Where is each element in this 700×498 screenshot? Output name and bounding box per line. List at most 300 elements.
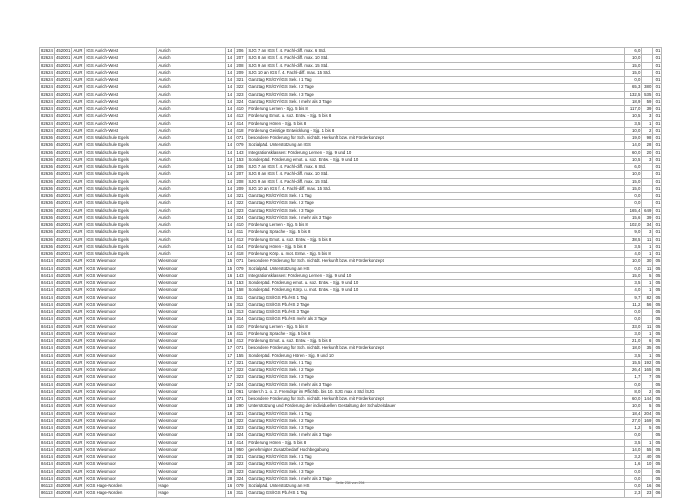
cell-school: IGS Waldschule Egels	[85, 236, 157, 243]
cell-value: 60,0	[625, 396, 642, 403]
cell-period: 05	[653, 417, 662, 424]
cell-id: 84414	[41, 374, 53, 380]
cell-school: KGS Wiesmoor	[85, 403, 157, 410]
cell-code2: 079	[235, 265, 247, 272]
table-row	[40, 338, 662, 345]
cell-period: 01	[653, 185, 662, 192]
cell-place: Aurich	[157, 62, 226, 69]
cell-value: 33,0	[625, 323, 642, 330]
cell-code2: 412	[235, 113, 247, 120]
cell-value: 10,0	[625, 55, 642, 62]
table-row	[40, 272, 662, 279]
cell-num: 18	[226, 439, 235, 446]
cell-period: 05	[653, 359, 662, 366]
cell-school: IGS Aurich-West	[85, 62, 157, 69]
cell-school: KGS Wiesmoor	[85, 323, 157, 330]
cell-description: besondere Förderung für Sch. nichtdt. Herkunft bzw. mit Förderkonzept	[247, 258, 625, 265]
cell-code: 452025	[56, 345, 71, 351]
cell-region: AUR	[72, 55, 85, 62]
cell-count: 5	[642, 403, 653, 410]
cell-num: 14	[226, 243, 235, 250]
cell-num: 16	[226, 294, 235, 301]
cell-code: 452025	[56, 352, 71, 358]
cell-place: Aurich	[157, 55, 226, 62]
cell-region: AUR	[72, 258, 85, 265]
cell-code: 452025	[56, 287, 71, 293]
cell-id: 82636	[41, 149, 53, 155]
cell-code: 452025	[56, 316, 71, 322]
cell-code2: 290	[235, 403, 247, 410]
cell-id: 84414	[41, 323, 53, 329]
cell-description: Ganztag RS/GY/IGS Sek. I 3 Tage	[247, 207, 625, 214]
cell-code: 452008	[56, 483, 71, 489]
table-row	[40, 294, 662, 301]
cell-code2: 208	[235, 62, 247, 69]
cell-code2: 153	[235, 280, 247, 287]
cell-place: Aurich	[157, 77, 226, 84]
cell-period: 05	[653, 432, 662, 439]
cell-code: 452025	[56, 446, 71, 452]
cell-school: IGS Waldschule Egels	[85, 171, 157, 178]
cell-period: 01	[653, 243, 662, 250]
cell-count	[642, 185, 653, 192]
cell-period: 05	[653, 294, 662, 301]
cell-code2: 321	[235, 359, 247, 366]
cell-value: 18,9	[625, 98, 642, 105]
cell-id: 82624	[41, 84, 53, 90]
cell-region: AUR	[72, 439, 85, 446]
cell-code: 452001	[56, 48, 71, 54]
cell-code: 452025	[56, 439, 71, 445]
table-row	[40, 410, 662, 417]
cell-description: Förderung Lernen - Sjg. 5 bis 8	[247, 222, 625, 229]
cell-value: 15,0	[625, 185, 642, 192]
cell-place: Wiesmoor	[157, 381, 226, 388]
cell-period: 01	[653, 84, 662, 91]
cell-code2: 323	[235, 374, 247, 381]
cell-description: Ganztag RS/GY/IGS Sek. I 3 Tage	[247, 374, 625, 381]
cell-period: 05	[653, 352, 662, 359]
cell-id: 84414	[41, 403, 53, 409]
cell-description: Ganztag GS/IGS Pb./HS 3 Tage	[247, 309, 625, 316]
cell-code2: 071	[235, 258, 247, 265]
cell-code2: 950	[235, 446, 247, 453]
cell-num: 17	[226, 367, 235, 374]
cell-num: 14	[226, 84, 235, 91]
cell-id: 84414	[41, 432, 53, 438]
cell-region: AUR	[72, 106, 85, 113]
cell-code: 452001	[56, 171, 71, 177]
cell-school: IGS Aurich-West	[85, 127, 157, 134]
cell-school: KGS Wiesmoor	[85, 258, 157, 265]
cell-school: IGS Aurich-West	[85, 55, 157, 62]
cell-school: KGS Wiesmoor	[85, 454, 157, 461]
cell-place: Aurich	[157, 48, 226, 55]
cell-id: 84414	[41, 280, 53, 286]
cell-description: SJG 9 an IGS f. 4. Fachl-diff. max. 15 Std.	[247, 178, 625, 185]
cell-id: 82624	[41, 48, 53, 54]
cell-count: 1	[642, 330, 653, 337]
table-row	[40, 171, 662, 178]
cell-description: Ganztag RS/GY/IGS Sek. I 2 Tage	[247, 417, 625, 424]
cell-period: 01	[653, 127, 662, 134]
cell-code: 452025	[56, 272, 71, 278]
cell-num: 16	[226, 272, 235, 279]
cell-place: Aurich	[157, 236, 226, 243]
cell-description: Ganztag RS/GY/IGS Sek. I 1 Tag	[247, 410, 625, 417]
cell-description: besondere Förderung für Sch. nichtdt. Herkunft bzw. mit Förderkonzept	[247, 135, 625, 142]
cell-school: KGS Wiesmoor	[85, 352, 157, 359]
cell-num: 17	[226, 381, 235, 388]
cell-description: Ganztag GS/IGS Pb./HS 1 Tag	[247, 490, 625, 497]
cell-period: 05	[653, 410, 662, 417]
cell-value: 0,0	[625, 468, 642, 475]
cell-period: 01	[653, 98, 662, 105]
cell-count	[642, 178, 653, 185]
cell-id: 82636	[41, 178, 53, 184]
table-row	[40, 323, 662, 330]
cell-place: Wiesmoor	[157, 352, 226, 359]
table-row	[40, 62, 662, 69]
cell-code2: 410	[235, 323, 247, 330]
cell-count: 535	[642, 91, 653, 98]
cell-code2: 079	[235, 483, 247, 490]
cell-id: 82624	[41, 91, 53, 97]
cell-description: Integrationsklassen: Förderung Lernen - Sjg. 9 und 10	[247, 149, 625, 156]
table-row	[40, 454, 662, 461]
cell-region: AUR	[72, 396, 85, 403]
cell-id: 84414	[41, 417, 53, 423]
table-row	[40, 309, 662, 316]
cell-school: IGS Aurich-West	[85, 91, 157, 98]
cell-description: Sonderpäd. Förderung Hören - Sjg. 9 und 10	[247, 352, 625, 359]
cell-place: Aurich	[157, 113, 226, 120]
table-row	[40, 164, 662, 171]
cell-place: Wiesmoor	[157, 446, 226, 453]
cell-place: Aurich	[157, 229, 226, 236]
cell-description: Ganztag RS/GY/IGS Sek. I mehr als 3 Tage	[247, 98, 625, 105]
cell-value: 3,2	[625, 454, 642, 461]
table-row	[40, 359, 662, 366]
cell-region: AUR	[72, 287, 85, 294]
cell-num: 14	[226, 135, 235, 142]
cell-num: 14	[226, 178, 235, 185]
cell-value: 3,5	[625, 243, 642, 250]
table-row	[40, 185, 662, 192]
cell-value: 1,6	[625, 461, 642, 468]
cell-school: KGS Wiesmoor	[85, 280, 157, 287]
cell-code2: 208	[235, 178, 247, 185]
cell-id: 84414	[41, 309, 53, 315]
table-row	[40, 330, 662, 337]
cell-school: IGS Waldschule Egels	[85, 207, 157, 214]
cell-school: IGS Waldschule Egels	[85, 156, 157, 163]
cell-num: 28	[226, 461, 235, 468]
cell-period: 05	[653, 374, 662, 381]
cell-num: 15	[226, 265, 235, 272]
cell-place: Wiesmoor	[157, 330, 226, 337]
cell-code: 452001	[56, 185, 71, 191]
cell-count: 3	[642, 156, 653, 163]
cell-id: 82624	[41, 120, 53, 126]
cell-description: Förderung Lernen - Sjg. 5 bis 8	[247, 323, 625, 330]
cell-period: 05	[653, 316, 662, 323]
cell-code: 452001	[56, 62, 71, 68]
cell-school: KGS Wiesmoor	[85, 468, 157, 475]
cell-code: 452001	[56, 106, 71, 112]
cell-num: 16	[226, 301, 235, 308]
cell-code2: 207	[235, 55, 247, 62]
cell-code2: 321	[235, 193, 247, 200]
cell-code2: 324	[235, 475, 247, 482]
cell-count: 40	[642, 454, 653, 461]
cell-description: genehmigter Zusatzbedarf Hochbegabung	[247, 446, 625, 453]
cell-code2: 322	[235, 367, 247, 374]
cell-count: 11	[642, 236, 653, 243]
table-row	[40, 258, 662, 265]
cell-period: 01	[653, 135, 662, 142]
cell-value: 15,0	[625, 178, 642, 185]
cell-code: 452025	[56, 403, 71, 409]
cell-region: AUR	[72, 265, 85, 272]
cell-region: AUR	[72, 77, 85, 84]
cell-place: Aurich	[157, 127, 226, 134]
cell-region: AUR	[72, 48, 85, 55]
cell-num: 14	[226, 214, 235, 221]
cell-id: 84414	[41, 258, 53, 264]
cell-description: SJG 7 an IGS f. 4. Fachl-diff. max. 6 Std.	[247, 164, 625, 171]
cell-region: AUR	[72, 207, 85, 214]
cell-place: Aurich	[157, 142, 226, 149]
cell-period: 01	[653, 164, 662, 171]
cell-school: IGS Waldschule Egels	[85, 185, 157, 192]
cell-code2: 311	[235, 490, 247, 497]
cell-period: 01	[653, 207, 662, 214]
cell-region: AUR	[72, 91, 85, 98]
cell-region: AUR	[72, 229, 85, 236]
cell-code: 452001	[56, 156, 71, 162]
table-row	[40, 193, 662, 200]
cell-region: AUR	[72, 236, 85, 243]
cell-place: Wiesmoor	[157, 403, 226, 410]
cell-period: 01	[653, 222, 662, 229]
cell-description: Ganztag RS/GY/IGS Sek. I 2 Tage	[247, 461, 625, 468]
cell-school: KGS Wiesmoor	[85, 294, 157, 301]
cell-code: 452001	[56, 135, 71, 141]
cell-school: IGS Waldschule Egels	[85, 142, 157, 149]
cell-description: Ganztag RS/GY/IGS Sek. I 2 Tage	[247, 367, 625, 374]
cell-num: 14	[226, 48, 235, 55]
cell-school: IGS Aurich-West	[85, 106, 157, 113]
cell-code2: 206	[235, 164, 247, 171]
cell-region: AUR	[72, 243, 85, 250]
cell-period: 05	[653, 309, 662, 316]
cell-id: 82636	[41, 200, 53, 206]
cell-code2: 207	[235, 171, 247, 178]
cell-count: 6	[642, 338, 653, 345]
cell-region: AUR	[72, 272, 85, 279]
cell-count	[642, 171, 653, 178]
cell-school: IGS Waldschule Egels	[85, 135, 157, 142]
cell-code: 452025	[56, 323, 71, 329]
cell-school: KGS Hage-Norden	[85, 490, 157, 497]
cell-code2: 410	[235, 106, 247, 113]
table-row	[40, 77, 662, 84]
cell-value: 10,0	[625, 258, 642, 265]
cell-period: 01	[653, 193, 662, 200]
table-row	[40, 200, 662, 207]
cell-id: 84414	[41, 359, 53, 365]
cell-num: 14	[226, 200, 235, 207]
cell-id: 84414	[41, 396, 53, 402]
cell-code2: 209	[235, 69, 247, 76]
cell-value: 0,0	[625, 200, 642, 207]
cell-description: Integrationsklassen: Förderung Lernen - Sjg. 9 und 10	[247, 272, 625, 279]
table-row	[40, 316, 662, 323]
cell-code2: 313	[235, 309, 247, 316]
cell-code2: 323	[235, 468, 247, 475]
cell-code: 452001	[56, 193, 71, 199]
cell-region: AUR	[72, 135, 85, 142]
cell-count: 192	[642, 359, 653, 366]
cell-num: 14	[226, 106, 235, 113]
cell-place: Wiesmoor	[157, 309, 226, 316]
cell-description: SJG 8 an IGS f. 4. Fachl-diff. max. 10 Std.	[247, 55, 625, 62]
cell-count: 5	[642, 272, 653, 279]
cell-school: KGS Wiesmoor	[85, 309, 157, 316]
cell-description: Ganztag RS/GY/IGS Sek. I 3 Tage	[247, 91, 625, 98]
cell-code2: 153	[235, 156, 247, 163]
cell-place: Wiesmoor	[157, 432, 226, 439]
cell-id: 82636	[41, 193, 53, 199]
cell-description: Ganztag RS/GY/IGS Sek. I 1 Tag	[247, 193, 625, 200]
cell-period: 05	[653, 272, 662, 279]
cell-code: 452001	[56, 55, 71, 61]
cell-description: besondere Förderung für Sch. nichtdt. Herkunft bzw. mit Förderkonzept	[247, 345, 625, 352]
cell-code2: 418	[235, 251, 247, 258]
cell-period: 05	[653, 301, 662, 308]
cell-place: Wiesmoor	[157, 359, 226, 366]
cell-code: 452025	[56, 461, 71, 467]
cell-description: Sonderpäd. Förderung emot. u. soz. Entw. - Sjg. 9 und 10	[247, 280, 625, 287]
table-row	[40, 149, 662, 156]
cell-id: 82636	[41, 251, 53, 257]
cell-place: Aurich	[157, 69, 226, 76]
cell-count: 11	[642, 323, 653, 330]
cell-place: Aurich	[157, 98, 226, 105]
cell-id: 84414	[41, 388, 53, 394]
cell-id: 82636	[41, 214, 53, 220]
cell-period: 05	[653, 454, 662, 461]
cell-value: 3,0	[625, 330, 642, 337]
cell-place: Aurich	[157, 200, 226, 207]
cell-id: 82624	[41, 98, 53, 104]
cell-place: Aurich	[157, 135, 226, 142]
cell-description: Ganztag RS/GY/IGS Sek. I 2 Tage	[247, 84, 625, 91]
cell-code: 452025	[56, 475, 71, 481]
cell-value: 4,0	[625, 251, 642, 258]
cell-num: 14	[226, 113, 235, 120]
cell-count	[642, 69, 653, 76]
cell-place: Wiesmoor	[157, 475, 226, 482]
cell-count: 11	[642, 265, 653, 272]
cell-id: 82624	[41, 55, 53, 61]
cell-description: Ganztag RS/GY/IGS Sek. I 3 Tage	[247, 425, 625, 432]
cell-value: 6,0	[625, 164, 642, 171]
cell-place: Wiesmoor	[157, 280, 226, 287]
cell-place: Wiesmoor	[157, 272, 226, 279]
cell-code2: 143	[235, 272, 247, 279]
cell-code: 452025	[56, 280, 71, 286]
cell-code2: 158	[235, 287, 247, 294]
cell-region: AUR	[72, 330, 85, 337]
cell-count: 55	[642, 446, 653, 453]
cell-period: 05	[653, 425, 662, 432]
cell-id: 84414	[41, 316, 53, 322]
cell-school: KGS Wiesmoor	[85, 461, 157, 468]
cell-value: 15,6	[625, 214, 642, 221]
cell-num: 14	[226, 222, 235, 229]
cell-code2: 206	[235, 48, 247, 55]
cell-school: IGS Waldschule Egels	[85, 222, 157, 229]
cell-period: 01	[653, 55, 662, 62]
cell-code2: 323	[235, 91, 247, 98]
table-row	[40, 222, 662, 229]
cell-code2: 414	[235, 120, 247, 127]
cell-description: Sozialpäd. Unterstützung an HS	[247, 265, 625, 272]
cell-region: AUR	[72, 338, 85, 345]
cell-description: Unterstützung und Förderung der individuellen Gestaltung der Schulzeitdauer	[247, 403, 625, 410]
cell-value: 4,0	[625, 287, 642, 294]
cell-description: Förderung Lernen - Sjg. 5 bis 8	[247, 106, 625, 113]
cell-region: AUR	[72, 156, 85, 163]
cell-place: Wiesmoor	[157, 417, 226, 424]
cell-code: 452001	[56, 91, 71, 97]
cell-school: KGS Wiesmoor	[85, 338, 157, 345]
cell-code2: 322	[235, 417, 247, 424]
cell-code: 452001	[56, 98, 71, 104]
cell-region: AUR	[72, 483, 85, 490]
cell-count: 20	[642, 149, 653, 156]
cell-code: 452025	[56, 425, 71, 431]
cell-id: 84414	[41, 287, 53, 293]
cell-region: AUR	[72, 178, 85, 185]
cell-value: 15,0	[625, 69, 642, 76]
cell-period: 01	[653, 142, 662, 149]
cell-place: Wiesmoor	[157, 323, 226, 330]
cell-count	[642, 48, 653, 55]
cell-code2: 324	[235, 432, 247, 439]
table-row	[40, 287, 662, 294]
cell-period: 01	[653, 69, 662, 76]
cell-code: 452025	[56, 330, 71, 336]
cell-count: 28	[642, 142, 653, 149]
cell-description: Unterr.h 1. o. 2. Fremdspr im Pflichtb. bis 10. SJG max 4 Std /SJG	[247, 388, 625, 395]
cell-description: Förderung Körp. u. mot. Entw. - Sjg. 5 bis 8	[247, 251, 625, 258]
cell-region: AUR	[72, 475, 85, 482]
cell-code: 452008	[56, 490, 71, 496]
cell-region: AUR	[72, 309, 85, 316]
cell-count: 59	[642, 98, 653, 105]
cell-num: 16	[226, 338, 235, 345]
cell-description: Sonderpäd. Förderung emot. u. soz. Entw. - Sjg. 9 und 10	[247, 156, 625, 163]
cell-count: 169	[642, 417, 653, 424]
cell-school: IGS Waldschule Egels	[85, 251, 157, 258]
cell-num: 28	[226, 468, 235, 475]
cell-num: 16	[226, 490, 235, 497]
cell-count	[642, 55, 653, 62]
cell-region: AUR	[72, 280, 85, 287]
